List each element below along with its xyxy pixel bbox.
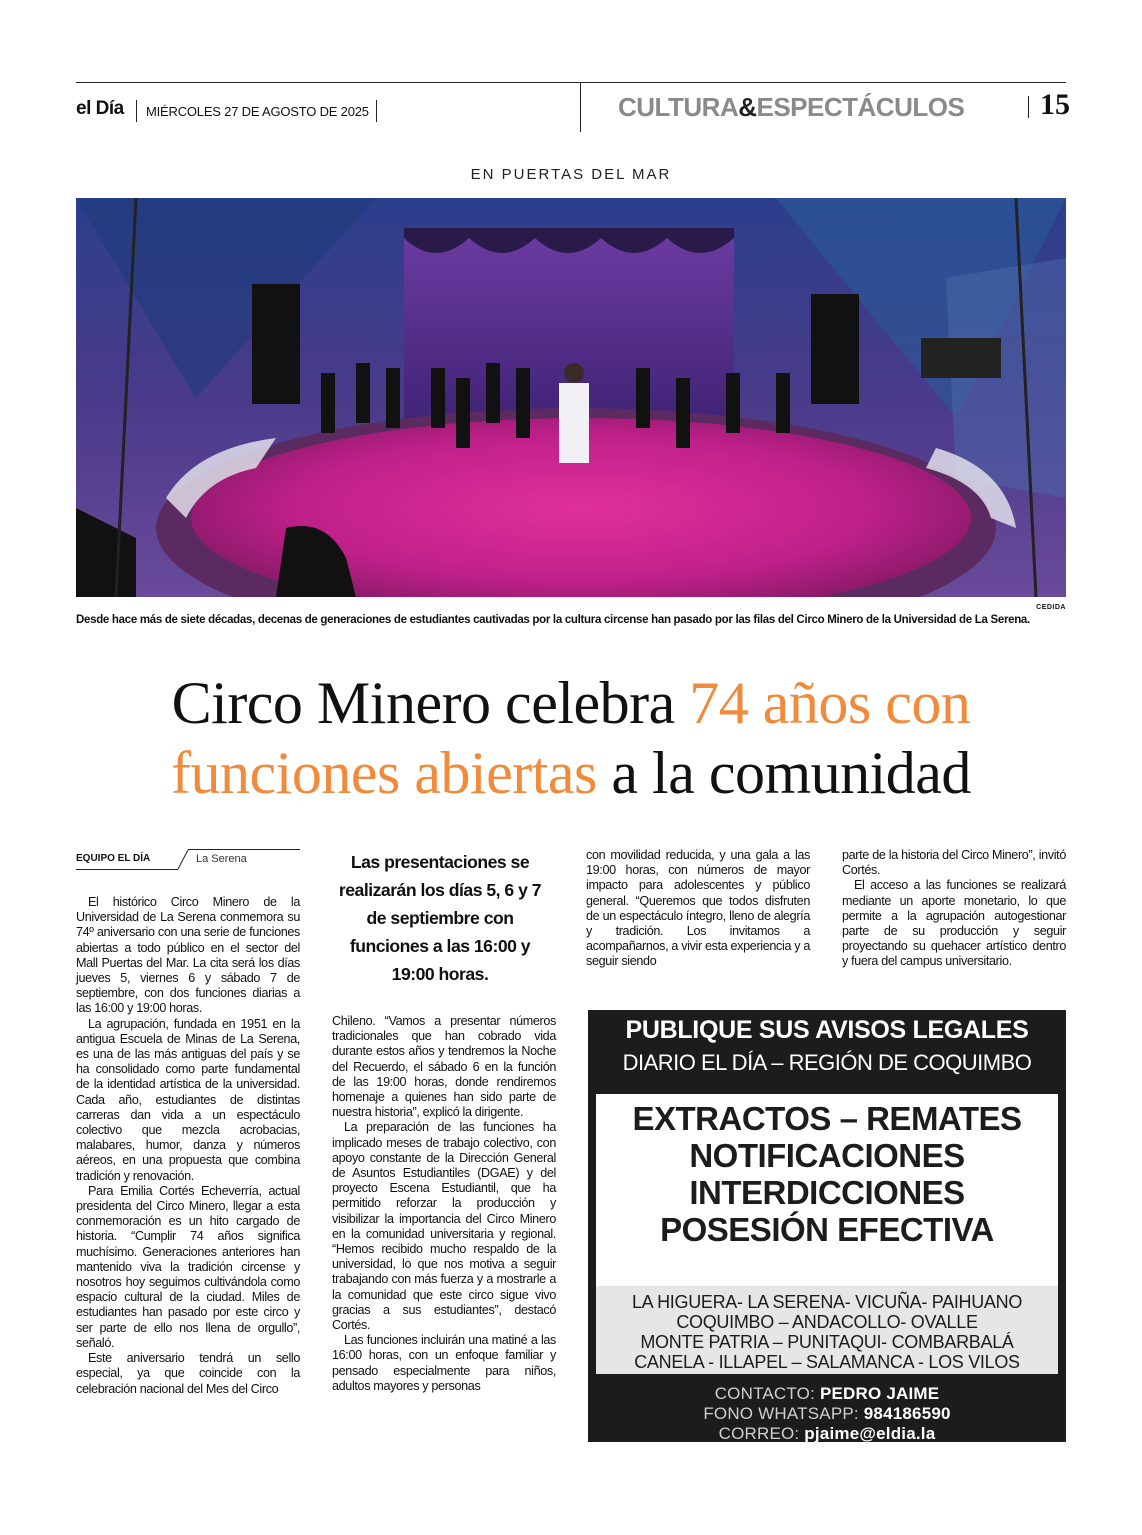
- ad-service-item: NOTIFICACIONES: [689, 1137, 965, 1174]
- ad-cities-box: [596, 1286, 1058, 1374]
- article-column-2: [332, 1014, 556, 1394]
- circus-scene-illustration: [76, 198, 1066, 597]
- ad-service-item: INTERDICCIONES: [689, 1174, 965, 1211]
- article-paragraph: Este aniversario tendrá un sello especial, ya que coincide con la celebración nacional del Mes del Circo: [76, 1351, 300, 1396]
- ad-email-line: [588, 1424, 1066, 1444]
- ad-services-box: [596, 1094, 1058, 1286]
- ad-phone-number[interactable]: 984186590: [863, 1404, 951, 1423]
- article-paragraph: El histórico Circo Minero de la Universidad de La Serena conmemora su 74º aniversario con una serie de funciones abiertas a todo público en el sector del Mall Puertas del Mar. La cita será los días jueves 5, viernes 6 y sábado 7 de septiembre, con dos funciones diarias a las 16:00 y 19:00 horas.: [76, 895, 300, 1016]
- page-number-separator: [1028, 96, 1029, 118]
- article-paragraph: Para Emilia Cortés Echeverría, actual presidenta del Circo Minero, llegar a esta conmemoración es un hito cargado de historia. “Cumplir 74 años significa muchísimo. Generaciones anteriores han mantenido viva la tradición circense y nosotros hoy seguimos cultivándola como espacio cultural de la ciudad. Miles de estudiantes han pasado por este circo y ser parte de ello nos llena de orgullo”, señaló.: [76, 1183, 300, 1350]
- article-column-3: [586, 848, 810, 970]
- article-paragraph: con movilidad reducida, y una gala a las 19:00 horas, con números de mayor impacto para adolescentes y público general. “Queremos que todos disfruten de un espectáculo íntegro, lleno de alegría y tradición. Los invitamos a acompañarnos, a vivir esta experiencia y a seguir siendo: [586, 848, 811, 969]
- ad-phone-line: [588, 1404, 1066, 1424]
- ad-contact-name: PEDRO JAIME: [819, 1384, 940, 1403]
- header-column-divider: [580, 82, 581, 132]
- page-number: 15: [1040, 88, 1070, 121]
- ad-title: PUBLIQUE SUS AVISOS LEGALES: [625, 1016, 1029, 1044]
- ad-email-label: CORREO:: [718, 1424, 800, 1443]
- section-title-ampersand: &: [738, 92, 757, 122]
- article-paragraph: El acceso a las funciones se realizará mediante un aporte monetario, lo que permite a la agrupación autogestionar parte de su producción y seguir proyectando su quehacer artístico dentro y fuera del campus universitario.: [842, 878, 1066, 969]
- ad-contact-line: [588, 1384, 1066, 1404]
- ad-contact-block: [588, 1384, 1066, 1444]
- headline-highlight-1: 74 años con: [689, 670, 971, 736]
- byline-author: EQUIPO EL DÍA: [76, 853, 151, 864]
- article-kicker: EN PUERTAS DEL MAR: [470, 166, 672, 183]
- ad-city-line: MONTE PATRIA – PUNITAQUI- COMBARBALÁ: [640, 1332, 1014, 1352]
- article-headline: [60, 668, 1082, 808]
- ad-subtitle: DIARIO EL DÍA – REGIÓN DE COQUIMBO: [622, 1050, 1032, 1075]
- headline-line-1: [60, 668, 1082, 738]
- headline-line-2: [60, 738, 1082, 808]
- article-column-4: [842, 848, 1066, 970]
- byline-slash-icon: [176, 849, 190, 870]
- date-separator: [376, 100, 377, 122]
- ad-city-line: LA HIGUERA- LA SERENA- VICUÑA- PAIHUANO: [631, 1292, 1023, 1312]
- article-paragraph: La preparación de las funciones ha implicado meses de trabajo colectivo, con apoyo constante de la Dirección General de Asuntos Estudiantiles (DGAE) y del proyecto Escena Estudiantil, que ha permitido reforzar la producción y visibilizar la importancia del Circo Minero en la comunidad universitaria y regional. “Hemos recibido mucho respaldo de la universidad, lo que nos motiva a seguir trabajando con más fuerza y a mostrarle a la comunidad que este circo sigue vivo gracias a sus estudiantes”, destacó Cortés.: [332, 1120, 556, 1333]
- ad-phone-label: FONO WHATSAPP:: [703, 1404, 859, 1423]
- ad-service-item: POSESIÓN EFECTIVA: [660, 1211, 994, 1248]
- photo-caption: Desde hace más de siete décadas, decenas de generaciones de estudiantes cautivadas por la cultura circense han pasado por las filas del Circo Minero de la Universidad de La Serena.: [76, 614, 1030, 626]
- article-paragraph: parte de la historia del Circo Minero”, invitó Cortés.: [842, 848, 1066, 878]
- byline-rule: [188, 849, 300, 850]
- section-title-part2: ESPECTÁCULOS: [756, 92, 965, 122]
- byline-underline: [76, 869, 178, 870]
- headline-part-1: Circo Minero celebra: [171, 670, 690, 736]
- circus-performance-photo: [76, 198, 1066, 597]
- ad-email-address[interactable]: pjaime@eldia.la: [804, 1424, 936, 1443]
- headline-part-2: a la comunidad: [596, 740, 971, 806]
- article-column-1: [76, 895, 300, 1397]
- brand-separator: [136, 100, 137, 122]
- article-paragraph: Las funciones incluirán una matiné a las 16:00 horas, con un enfoque familiar y pensado especialmente para niños, adultos mayores y personas: [332, 1333, 556, 1393]
- article-paragraph: La agrupación, fundada en 1951 en la antigua Escuela de Minas de La Serena, es una de las más antiguas del país y se ha consolidado como parte fundamental de la identidad artística de la universidad. Cada año, estudiantes de distintas carreras dan vida a un espectáculo colectivo que mezcla acrobacias, malabares, humor, danza y números aéreos, en una propuesta que combina tradición y renovación.: [76, 1016, 300, 1183]
- header-top-rule: [76, 82, 1066, 83]
- headline-highlight-2: funciones abiertas: [171, 740, 597, 806]
- ad-contact-label: CONTACTO:: [714, 1384, 816, 1403]
- legal-notices-advertisement: [588, 1010, 1066, 1442]
- ad-city-line: COQUIMBO – ANDACOLLO- OVALLE: [676, 1312, 978, 1332]
- pull-quote: Las presentaciones se realizarán los días 5, 6 y 7 de septiembre con funciones a las 16:00 y 19:00 horas.: [338, 852, 542, 984]
- photo-credit: CEDIDA: [1036, 604, 1066, 611]
- section-title: [618, 92, 964, 123]
- ad-city-line: CANELA - ILLAPEL – SALAMANCA - LOS VILOS: [634, 1352, 1020, 1372]
- byline-location: La Serena: [196, 853, 247, 865]
- newspaper-brand: el Día: [76, 98, 124, 119]
- ad-service-item: EXTRACTOS – REMATES: [632, 1100, 1022, 1137]
- issue-date: MIÉRCOLES 27 DE AGOSTO DE 2025: [146, 104, 369, 119]
- section-title-part1: CULTURA: [618, 92, 739, 122]
- article-paragraph: Chileno. “Vamos a presentar números tradicionales que han cobrado vida durante estos años y tendremos la Noche del Recuerdo, el sábado 6 en la función de las 19:00 horas, donde rendiremos homenaje a quienes han sido parte de nuestra historia”, explicó la dirigente.: [332, 1014, 556, 1120]
